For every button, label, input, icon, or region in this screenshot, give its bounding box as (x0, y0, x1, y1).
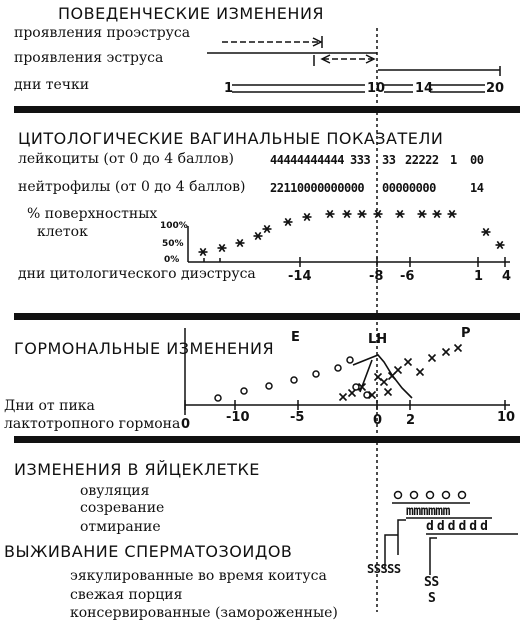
sperm-ejaculated-marks: SSSSS (367, 562, 401, 576)
estrogen-point (241, 388, 247, 394)
x-tick-minus5: -5 (290, 410, 305, 425)
surface-cell-point (496, 241, 505, 248)
lh-curve (353, 355, 412, 398)
sperm-frozen-marks: S (428, 591, 436, 606)
sperm-fresh-marks: SS (424, 575, 439, 590)
hormones-title: ГОРМОНАЛЬНЫЕ ИЗМЕНЕНИЯ (14, 339, 275, 358)
ovum-title: ИЗМЕНЕНИЯ В ЯЙЦЕКЛЕТКЕ (14, 460, 260, 479)
progesterone-point (385, 389, 392, 396)
estrus-bars (314, 55, 500, 76)
diestrus-day-4: 4 (502, 269, 512, 284)
progesterone-point (349, 390, 356, 397)
behavior-title: ПОВЕДЕНЧЕСКИЕ ИЗМЕНЕНИЯ (58, 4, 325, 23)
ovum-sperm-lines (385, 503, 518, 575)
heat-days-bars (232, 85, 485, 92)
diestrus-day-minus14: -14 (288, 269, 312, 284)
x-tick-minus10: -10 (226, 410, 250, 425)
series-label-e: E (291, 330, 300, 345)
estrogen-point (353, 384, 359, 390)
neutrophils-value-3: 14 (470, 181, 484, 195)
proestrus-label: проявления проэструса (14, 25, 191, 41)
surface-cell-point (284, 218, 293, 225)
progesterone-point (455, 345, 462, 352)
ovulation-marks (392, 488, 476, 505)
surface-cell-point (433, 210, 442, 217)
maturation-label: созревание (80, 500, 165, 516)
heat-day-10: 10 (367, 81, 386, 96)
surface-cell-point (218, 244, 227, 251)
surface-cell-point (326, 210, 335, 217)
surface-cell-point (236, 239, 245, 246)
sperm-title: ВЫЖИВАНИЕ СПЕРМАТОЗОИДОВ (4, 542, 293, 561)
progesterone-point (429, 355, 436, 362)
section-divider (14, 436, 520, 443)
diestrus-day-1: 1 (474, 269, 484, 284)
y-tick-50: 50% (162, 239, 184, 249)
surface-cell-point (254, 232, 263, 239)
diestrus-days-label: дни цитологического диэструса (18, 266, 256, 282)
ovulation-circle (427, 492, 434, 499)
x-tick-start: 0 (181, 417, 191, 432)
ovulation-circle-row (392, 488, 476, 502)
x-tick-2: 2 (406, 413, 416, 428)
surface-cell-point (482, 228, 491, 235)
estrogen-point (313, 371, 319, 377)
leukocytes-value-1: 44444444444 (270, 153, 344, 167)
heat-day-1: 1 (224, 81, 234, 96)
leukocytes-value-4: 22222 (405, 153, 439, 167)
surface-cells-series (199, 210, 505, 262)
progesterone-point (395, 367, 402, 374)
neutrophils-value-2: 00000000 (382, 181, 436, 195)
x-tick-0: 0 (373, 413, 383, 428)
y-tick-0: 0% (164, 255, 180, 265)
maturation-marks: mmmmmm (406, 504, 450, 519)
surface-cell-point (358, 210, 367, 217)
ovulation-label: овуляция (80, 483, 150, 499)
ovulation-circle (411, 492, 418, 499)
neutrophils-value-1: 22110000000000 (270, 181, 365, 195)
surface-cell-point (396, 210, 405, 217)
diestrus-day-minus8: -8 (369, 269, 384, 284)
progesterone-point (405, 359, 412, 366)
estrogen-point (335, 365, 341, 371)
leukocytes-value-6: 00 (470, 153, 484, 167)
ovulation-circle (395, 492, 402, 499)
death-marks: dddddd (426, 519, 491, 534)
estrus-label: проявления эструса (14, 50, 164, 66)
progesterone-point (340, 394, 347, 401)
leukocytes-label: лейкоциты (от 0 до 4 баллов) (18, 151, 234, 167)
sperm-frozen-label: консервированные (замороженные) (70, 605, 338, 621)
surface-cells-label: % поверхностных (27, 206, 158, 222)
diestrus-day-minus6: -6 (400, 269, 415, 284)
leukocytes-value-3: 33 (382, 153, 396, 167)
proestrus-bars (207, 36, 377, 53)
death-label: отмирание (80, 519, 161, 535)
section-divider (14, 313, 520, 320)
hormone-axis-label-2: лактотропного гормона (4, 416, 181, 432)
surface-cell-point (374, 210, 383, 217)
progesterone-point (375, 374, 382, 381)
surface-cell-point (263, 225, 272, 232)
heat-days-label: дни течки (14, 77, 90, 93)
x-tick-10: 10 (497, 410, 516, 425)
estrogen-point (266, 383, 272, 389)
heat-day-14: 14 (415, 81, 434, 96)
progesterone-point (417, 369, 424, 376)
ovulation-circle (443, 492, 450, 499)
estrogen-point (291, 377, 297, 383)
leukocytes-value-5: 1 (450, 153, 457, 167)
ovulation-circle (459, 492, 466, 499)
series-label-p: P (461, 326, 471, 341)
estrogen-point (347, 357, 353, 363)
surface-cells-label-2: клеток (37, 224, 88, 240)
surface-cell-point (343, 210, 352, 217)
y-tick-100: 100% (160, 221, 188, 231)
surface-cell-point (418, 210, 427, 217)
sperm-fresh-label: свежая порция (70, 587, 183, 603)
surface-cells-axes (188, 226, 510, 267)
progesterone-point (443, 349, 450, 356)
surface-cell-point (199, 248, 208, 255)
heat-day-20: 20 (486, 81, 505, 96)
sperm-ejaculated-label: эякулированные во время коитуса (70, 568, 327, 584)
leukocytes-value-2: 333 (350, 153, 371, 167)
section-divider (14, 106, 520, 113)
series-label-lh: LH (368, 332, 388, 347)
estrogen-point (215, 395, 221, 401)
surface-cell-point (303, 213, 312, 220)
neutrophils-label: нейтрофилы (от 0 до 4 баллов) (18, 179, 246, 195)
cytology-title: ЦИТОЛОГИЧЕСКИЕ ВАГИНАЛЬНЫЕ ПОКАЗАТЕЛИ (18, 129, 444, 148)
surface-cell-point (448, 210, 457, 217)
hormone-axis-label: Дни от пика (4, 398, 95, 414)
